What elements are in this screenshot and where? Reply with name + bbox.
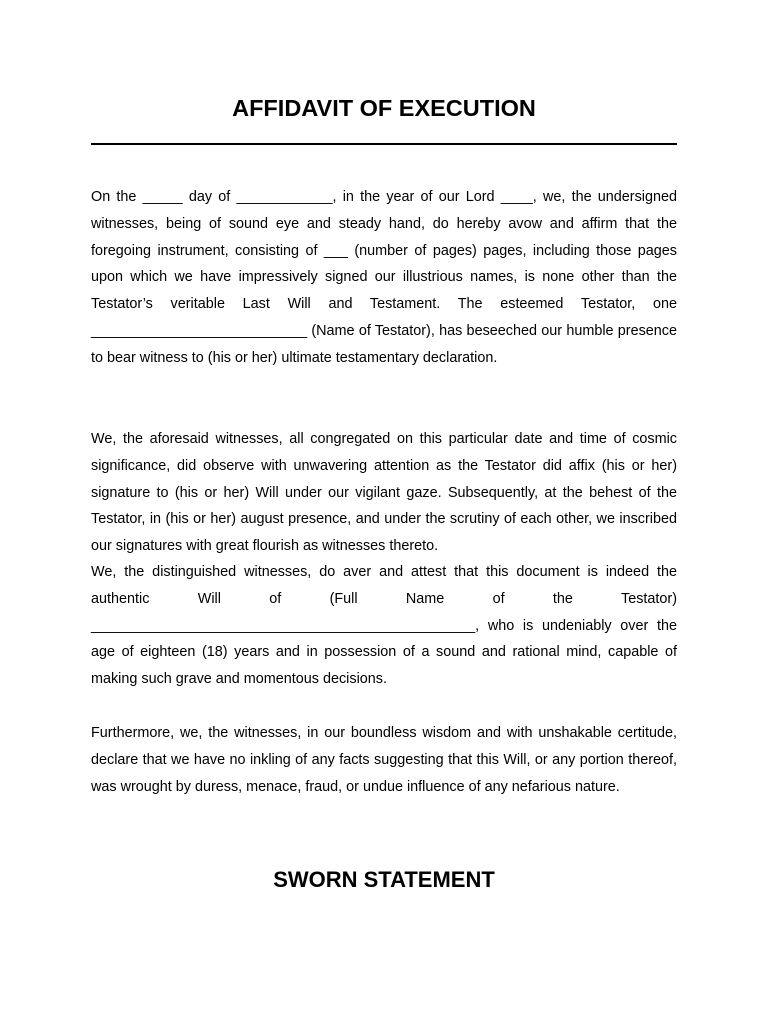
paragraph-testator-attestation: We, the distinguished witnesses, do aver and attest that this document is indeed the authentic Will of (Full Name of the Testator) ________________________________________________, who is undeniably over the age of eighteen (18) years and in possession of a sound and rational mind, capable of making such grave and momentous decisions. [91,564,677,688]
document-title: AFFIDAVIT OF EXECUTION [232,95,536,121]
paragraph-no-undue-influence: Furthermore, we, the witnesses, in our boundless wisdom and with unshakable certitude, declare that we have no inkling of any facts suggesting that this Will, or any portion thereof, was wrought by duress, menace, fraud, or undue influence of any nefarious nature. [91,725,677,795]
sworn-statement-heading: SWORN STATEMENT [273,867,495,892]
paragraph-execution-date: On the _____ day of ____________, in the year of our Lord ____, we, the undersigned witnesses, being of sound eye and steady hand, do hereby avow and affirm that the foregoing instrument, consisting of ___ (number of pages) pages, including those pages upon which we have impressively signed our illustrious names, is none other than the Testator’s veritable Last Will and Testament. The esteemed Testator, one ___________________________ (Name of Testator), has beseeched our humble presence to bear witness to (his or her) ultimate testamentary declaration. [91,189,677,366]
title-underline [91,143,677,145]
paragraph-witness-observation: We, the aforesaid witnesses, all congregated on this particular date and time of cosmic significance, did observe with unwavering attention as the Testator did affix (his or her) signature to (his or her) Will under our vigilant gaze. Subsequently, at the behest of the Testator, in (his or her) august presence, and under the scrutiny of each other, we inscribed our signatures with great flourish as witnesses thereto. [91,431,677,555]
